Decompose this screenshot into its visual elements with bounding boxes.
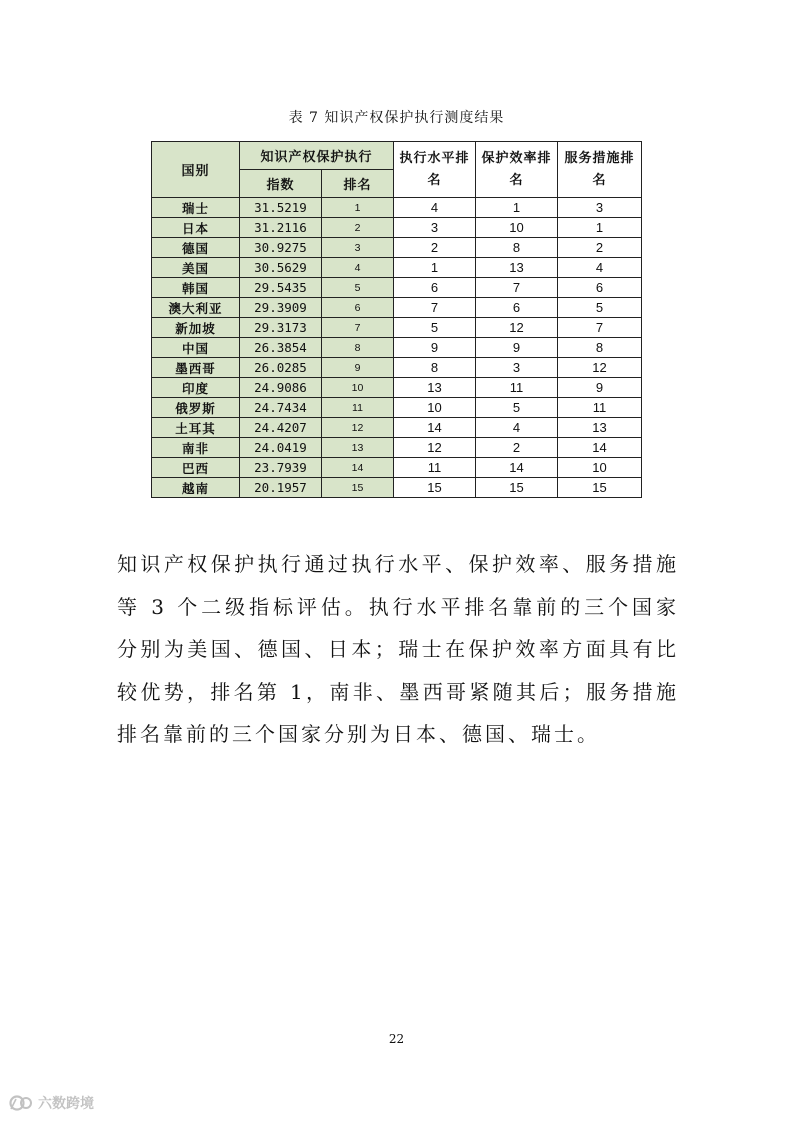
execution-level-cell: 2	[394, 238, 476, 258]
table-caption: 表 7 知识产权保护执行测度结果	[288, 110, 505, 126]
service-measures-cell: 12	[558, 358, 642, 378]
table-row	[152, 438, 642, 458]
watermark	[8, 1093, 94, 1113]
execution-level-cell: 1	[394, 258, 476, 278]
service-measures-cell: 6	[558, 278, 642, 298]
header-ipr-execution: 知识产权保护执行	[240, 142, 394, 170]
table-row	[152, 338, 642, 358]
rank-cell: 12	[322, 418, 394, 438]
table-row	[152, 318, 642, 338]
table-row	[152, 238, 642, 258]
table-row	[152, 458, 642, 478]
country-cell: 越南	[152, 478, 240, 498]
rank-cell: 7	[322, 318, 394, 338]
index-cell: 31.2116	[240, 218, 322, 238]
service-measures-cell: 3	[558, 198, 642, 218]
execution-level-cell: 5	[394, 318, 476, 338]
header-service-measures: 服务措施排名	[558, 142, 642, 198]
protection-efficiency-cell: 5	[476, 398, 558, 418]
protection-efficiency-cell: 10	[476, 218, 558, 238]
service-measures-cell: 15	[558, 478, 642, 498]
service-measures-cell: 10	[558, 458, 642, 478]
protection-efficiency-cell: 8	[476, 238, 558, 258]
protection-efficiency-cell: 9	[476, 338, 558, 358]
index-cell: 30.9275	[240, 238, 322, 258]
protection-efficiency-cell: 3	[476, 358, 558, 378]
country-cell: 澳大利亚	[152, 298, 240, 318]
index-cell: 24.7434	[240, 398, 322, 418]
protection-efficiency-cell: 15	[476, 478, 558, 498]
index-cell: 23.7939	[240, 458, 322, 478]
rank-cell: 8	[322, 338, 394, 358]
protection-efficiency-cell: 11	[476, 378, 558, 398]
execution-level-cell: 15	[394, 478, 476, 498]
country-cell: 中国	[152, 338, 240, 358]
rank-cell: 9	[322, 358, 394, 378]
protection-efficiency-cell: 1	[476, 198, 558, 218]
execution-level-cell: 13	[394, 378, 476, 398]
execution-level-cell: 7	[394, 298, 476, 318]
country-cell: 瑞士	[152, 198, 240, 218]
index-cell: 26.3854	[240, 338, 322, 358]
execution-level-cell: 3	[394, 218, 476, 238]
protection-efficiency-cell: 12	[476, 318, 558, 338]
table-row	[152, 258, 642, 278]
service-measures-cell: 4	[558, 258, 642, 278]
service-measures-cell: 1	[558, 218, 642, 238]
execution-level-cell: 8	[394, 358, 476, 378]
service-measures-cell: 14	[558, 438, 642, 458]
execution-level-cell: 4	[394, 198, 476, 218]
table-row	[152, 278, 642, 298]
rank-cell: 5	[322, 278, 394, 298]
country-cell: 俄罗斯	[152, 398, 240, 418]
header-rank: 排名	[322, 170, 394, 198]
rank-cell: 1	[322, 198, 394, 218]
index-cell: 24.4207	[240, 418, 322, 438]
country-cell: 韩国	[152, 278, 240, 298]
protection-efficiency-cell: 13	[476, 258, 558, 278]
rank-cell: 2	[322, 218, 394, 238]
protection-efficiency-cell: 4	[476, 418, 558, 438]
country-cell: 日本	[152, 218, 240, 238]
rank-cell: 14	[322, 458, 394, 478]
country-cell: 南非	[152, 438, 240, 458]
header-index: 指数	[240, 170, 322, 198]
page-number: 22	[388, 1032, 405, 1046]
rank-cell: 13	[322, 438, 394, 458]
index-cell: 24.0419	[240, 438, 322, 458]
rank-cell: 15	[322, 478, 394, 498]
index-cell: 29.3909	[240, 298, 322, 318]
execution-level-cell: 12	[394, 438, 476, 458]
table-row	[152, 418, 642, 438]
service-measures-cell: 2	[558, 238, 642, 258]
index-cell: 31.5219	[240, 198, 322, 218]
service-measures-cell: 7	[558, 318, 642, 338]
header-protection-efficiency: 保护效率排名	[476, 142, 558, 198]
table-row	[152, 298, 642, 318]
country-cell: 墨西哥	[152, 358, 240, 378]
protection-efficiency-cell: 2	[476, 438, 558, 458]
index-cell: 30.5629	[240, 258, 322, 278]
table-row	[152, 398, 642, 418]
table-row	[152, 218, 642, 238]
country-cell: 美国	[152, 258, 240, 278]
service-measures-cell: 8	[558, 338, 642, 358]
table-row	[152, 478, 642, 498]
index-cell: 29.5435	[240, 278, 322, 298]
index-cell: 24.9086	[240, 378, 322, 398]
index-cell: 29.3173	[240, 318, 322, 338]
execution-level-cell: 11	[394, 458, 476, 478]
country-cell: 土耳其	[152, 418, 240, 438]
index-cell: 20.1957	[240, 478, 322, 498]
country-cell: 印度	[152, 378, 240, 398]
rank-cell: 11	[322, 398, 394, 418]
protection-efficiency-cell: 14	[476, 458, 558, 478]
table-row	[152, 378, 642, 398]
index-cell: 26.0285	[240, 358, 322, 378]
table-row	[152, 358, 642, 378]
service-measures-cell: 9	[558, 378, 642, 398]
header-country: 国别	[152, 142, 240, 198]
execution-level-cell: 14	[394, 418, 476, 438]
body-paragraph: 知识产权保护执行通过执行水平、保护效率、服务措施等 3 个二级指标评估。执行水平排名靠前的三个国家分别为美国、德国、日本；瑞士在保护效率方面具有比较优势，排名第 1，南非、墨西哥紧随其后；服务措施排名靠前的三个国家分别为日本、德国、瑞士。	[117, 552, 679, 746]
results-table	[151, 141, 642, 498]
table-row	[152, 198, 642, 218]
country-cell: 新加坡	[152, 318, 240, 338]
country-cell: 巴西	[152, 458, 240, 478]
header-execution-level: 执行水平排名	[394, 142, 476, 198]
service-measures-cell: 5	[558, 298, 642, 318]
service-measures-cell: 13	[558, 418, 642, 438]
protection-efficiency-cell: 7	[476, 278, 558, 298]
rank-cell: 6	[322, 298, 394, 318]
country-cell: 德国	[152, 238, 240, 258]
rank-cell: 10	[322, 378, 394, 398]
execution-level-cell: 9	[394, 338, 476, 358]
service-measures-cell: 11	[558, 398, 642, 418]
watermark-text: 六数跨境	[38, 1096, 94, 1112]
rank-cell: 4	[322, 258, 394, 278]
execution-level-cell: 10	[394, 398, 476, 418]
watermark-logo-icon	[8, 1094, 34, 1112]
execution-level-cell: 6	[394, 278, 476, 298]
protection-efficiency-cell: 6	[476, 298, 558, 318]
rank-cell: 3	[322, 238, 394, 258]
